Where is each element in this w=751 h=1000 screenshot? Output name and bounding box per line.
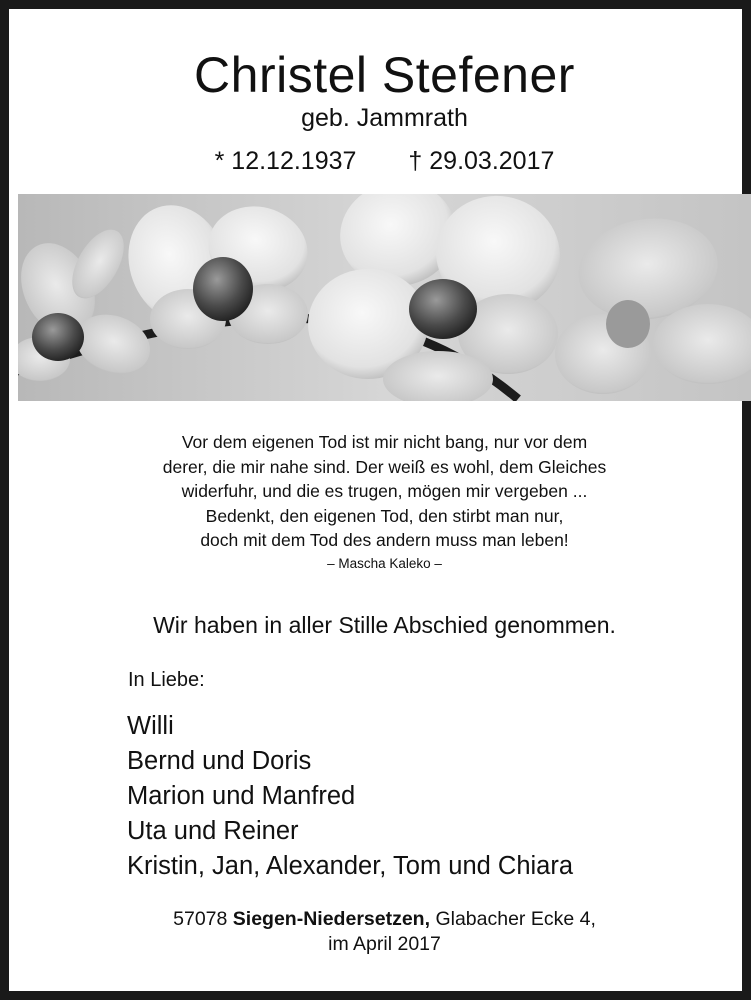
mourners-list — [127, 709, 573, 884]
mourner-name: Marion und Manfred — [127, 782, 356, 810]
mourner-name: Willi — [127, 712, 174, 740]
poem-author: – Mascha Kaleko – — [327, 555, 442, 571]
poem-line: derer, die mir nahe sind. Der weiß es wohl, dem Gleiches — [162, 456, 607, 477]
street: Glabacher Ecke 4, — [435, 908, 596, 930]
mourners-label: In Liebe: — [128, 669, 205, 691]
death-date: † 29.03.2017 — [408, 147, 555, 175]
orchid-image — [18, 194, 751, 401]
mourner-name: Bernd und Doris — [127, 747, 312, 775]
notice-date: im April 2017 — [328, 933, 441, 955]
mourner-name: Uta und Reiner — [127, 817, 299, 845]
postcode: 57078 — [173, 908, 228, 930]
orchid-photo — [18, 194, 751, 401]
poem-line: widerfuhr, und die es trugen, mögen mir vergeben ... — [181, 481, 588, 501]
maiden-name: geb. Jammrath — [301, 104, 468, 132]
place-name: Siegen-Niedersetzen, — [232, 908, 431, 930]
birth-date: * 12.12.1937 — [214, 147, 357, 175]
deceased-name: Christel Stefener — [194, 47, 575, 103]
poem-line: Vor dem eigenen Tod ist mir nicht bang, nur vor dem — [181, 432, 588, 452]
address-line — [9, 907, 751, 932]
mourner-name: Kristin, Jan, Alexander, Tom und Chiara — [127, 852, 574, 880]
address-block — [9, 907, 751, 957]
life-dates — [9, 146, 751, 176]
poem-line: doch mit dem Tod des andern muss man leben! — [200, 530, 569, 550]
poem-quote — [9, 430, 751, 575]
farewell-statement: Wir haben in aller Stille Abschied genommen. — [153, 612, 616, 638]
poem-line: Bedenkt, den eigenen Tod, den stirbt man nur, — [205, 505, 564, 526]
